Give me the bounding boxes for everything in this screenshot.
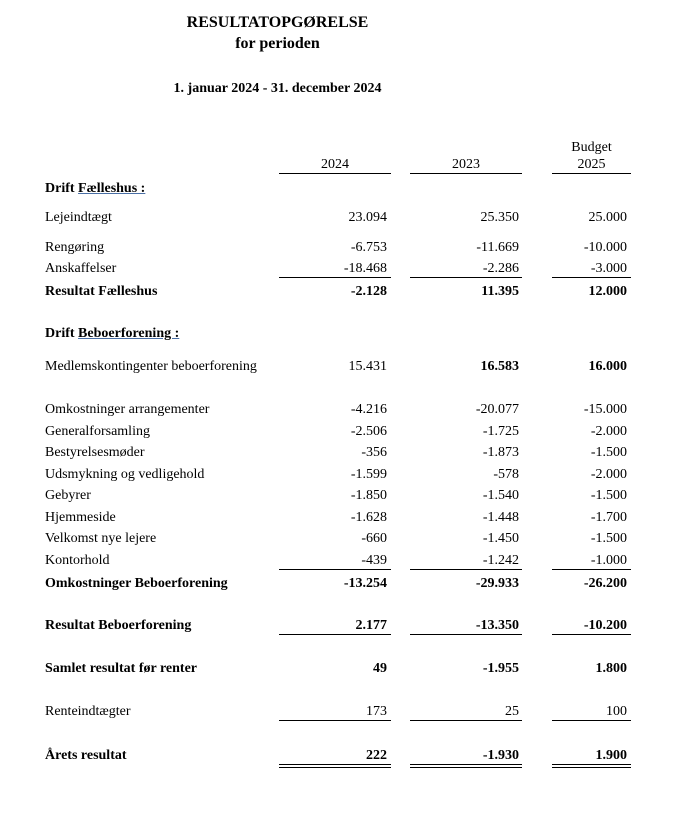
value-2023: -578 [493, 467, 519, 482]
value-budget: 1.800 [595, 661, 627, 676]
value-budget: -15.000 [583, 402, 627, 417]
value-budget: -1.700 [590, 510, 627, 525]
value-2023: -1.955 [482, 661, 519, 676]
report-subtitle: for perioden [235, 35, 320, 52]
report-period: 1. januar 2024 - 31. december 2024 [173, 81, 382, 96]
subtotal-rule [552, 569, 631, 570]
header-rule [279, 173, 391, 174]
row-label: Samlet resultat før renter [45, 661, 198, 676]
subtotal-rule [279, 277, 391, 278]
value-budget: -26.200 [583, 576, 627, 591]
value-2024: -6.753 [350, 240, 387, 255]
report-title: RESULTATOPGØRELSE [186, 14, 369, 31]
value-budget: -1.500 [590, 531, 627, 546]
section-name: Fælleshus : [78, 181, 146, 196]
double-rule-bottom [279, 767, 391, 768]
double-rule-top [279, 764, 391, 765]
value-budget: 12.000 [588, 284, 627, 299]
row-label: Renteindtægter [45, 704, 131, 719]
row-label: Hjemmeside [45, 510, 116, 525]
double-rule-bottom [410, 767, 522, 768]
value-budget: -10.000 [583, 240, 627, 255]
section-heading-faelleshus [45, 181, 145, 197]
value-budget: -10.200 [583, 618, 627, 633]
value-2024: -660 [361, 531, 387, 546]
value-2023: -1.725 [482, 424, 519, 439]
row-label: Rengøring [45, 240, 105, 255]
value-2023: -1.450 [482, 531, 519, 546]
row-label: Kontorhold [45, 553, 110, 568]
subtotal-rule [410, 720, 522, 721]
value-2023: -1.242 [482, 553, 519, 568]
row-label: Anskaffelser [45, 261, 117, 276]
row-label: Årets resultat [45, 748, 127, 763]
value-2023: -1.873 [482, 445, 519, 460]
value-2024: -439 [361, 553, 387, 568]
value-2023: -11.669 [476, 240, 519, 255]
value-2024: -1.850 [350, 488, 387, 503]
row-label: Bestyrelsesmøder [45, 445, 145, 460]
subtotal-rule [552, 720, 631, 721]
value-2023: 25.350 [480, 210, 519, 225]
value-budget: 16.000 [588, 359, 627, 374]
value-2024: 173 [366, 704, 387, 719]
row-label: Generalforsamling [45, 424, 150, 439]
value-budget: -2.000 [590, 424, 627, 439]
row-label: Omkostninger arrangementer [45, 402, 210, 417]
section-prefix: Drift [45, 326, 79, 341]
value-2023: -20.077 [475, 402, 519, 417]
section-heading-beboerforening [45, 326, 179, 342]
value-2023: 11.395 [481, 284, 519, 299]
subtotal-rule [552, 277, 631, 278]
header-rule [410, 173, 522, 174]
value-budget: 100 [606, 704, 627, 719]
column-header-2023: 2023 [452, 157, 480, 172]
value-2024: -4.216 [350, 402, 387, 417]
value-2024: 15.431 [348, 359, 387, 374]
row-label: Resultat Beboerforening [45, 618, 192, 633]
section-name: Beboerforening : [78, 326, 180, 341]
header-rule [552, 173, 631, 174]
subtotal-rule [279, 569, 391, 570]
column-header-2024: 2024 [321, 157, 349, 172]
value-2023: -1.448 [482, 510, 519, 525]
value-2024: -1.628 [350, 510, 387, 525]
value-budget: -1.500 [590, 445, 627, 460]
double-rule-bottom [552, 767, 631, 768]
value-2024: -1.599 [350, 467, 387, 482]
row-label: Resultat Fælleshus [45, 284, 158, 299]
value-2023: -29.933 [475, 576, 519, 591]
double-rule-top [410, 764, 522, 765]
value-2024: -356 [361, 445, 387, 460]
value-2023: -13.350 [475, 618, 519, 633]
row-label: Medlemskontingenter beboerforening [45, 359, 257, 374]
total-rule [410, 634, 522, 635]
value-2023: 16.583 [480, 359, 519, 374]
value-2024: 23.094 [348, 210, 387, 225]
value-2024: -18.468 [343, 261, 387, 276]
row-label: Omkostninger Beboerforening [45, 576, 228, 591]
value-budget: -3.000 [590, 261, 627, 276]
row-label: Udsmykning og vedligehold [45, 467, 205, 482]
row-label: Gebyrer [45, 488, 91, 503]
row-label: Lejeindtægt [45, 210, 112, 225]
value-budget: -1.500 [590, 488, 627, 503]
value-budget: -2.000 [590, 467, 627, 482]
total-rule [552, 634, 631, 635]
subtotal-rule [279, 720, 391, 721]
value-budget: -1.000 [590, 553, 627, 568]
column-header-budget-year: 2025 [577, 157, 606, 172]
subtotal-rule [410, 277, 522, 278]
value-2024: -2.506 [350, 424, 387, 439]
value-2024: 222 [366, 748, 387, 763]
value-budget: 25.000 [588, 210, 627, 225]
double-rule-top [552, 764, 631, 765]
value-2023: -2.286 [482, 261, 519, 276]
value-2024: 2.177 [355, 618, 387, 633]
value-2023: -1.540 [482, 488, 519, 503]
column-header-budget: Budget [571, 140, 612, 155]
value-2023: -1.930 [482, 748, 519, 763]
subtotal-rule [410, 569, 522, 570]
section-prefix: Drift [45, 181, 79, 196]
value-2024: -13.254 [343, 576, 387, 591]
value-2024: 49 [373, 661, 387, 676]
value-2024: -2.128 [350, 284, 387, 299]
value-2023: 25 [505, 704, 519, 719]
total-rule [279, 634, 391, 635]
row-label: Velkomst nye lejere [45, 531, 157, 546]
value-budget: 1.900 [595, 748, 627, 763]
